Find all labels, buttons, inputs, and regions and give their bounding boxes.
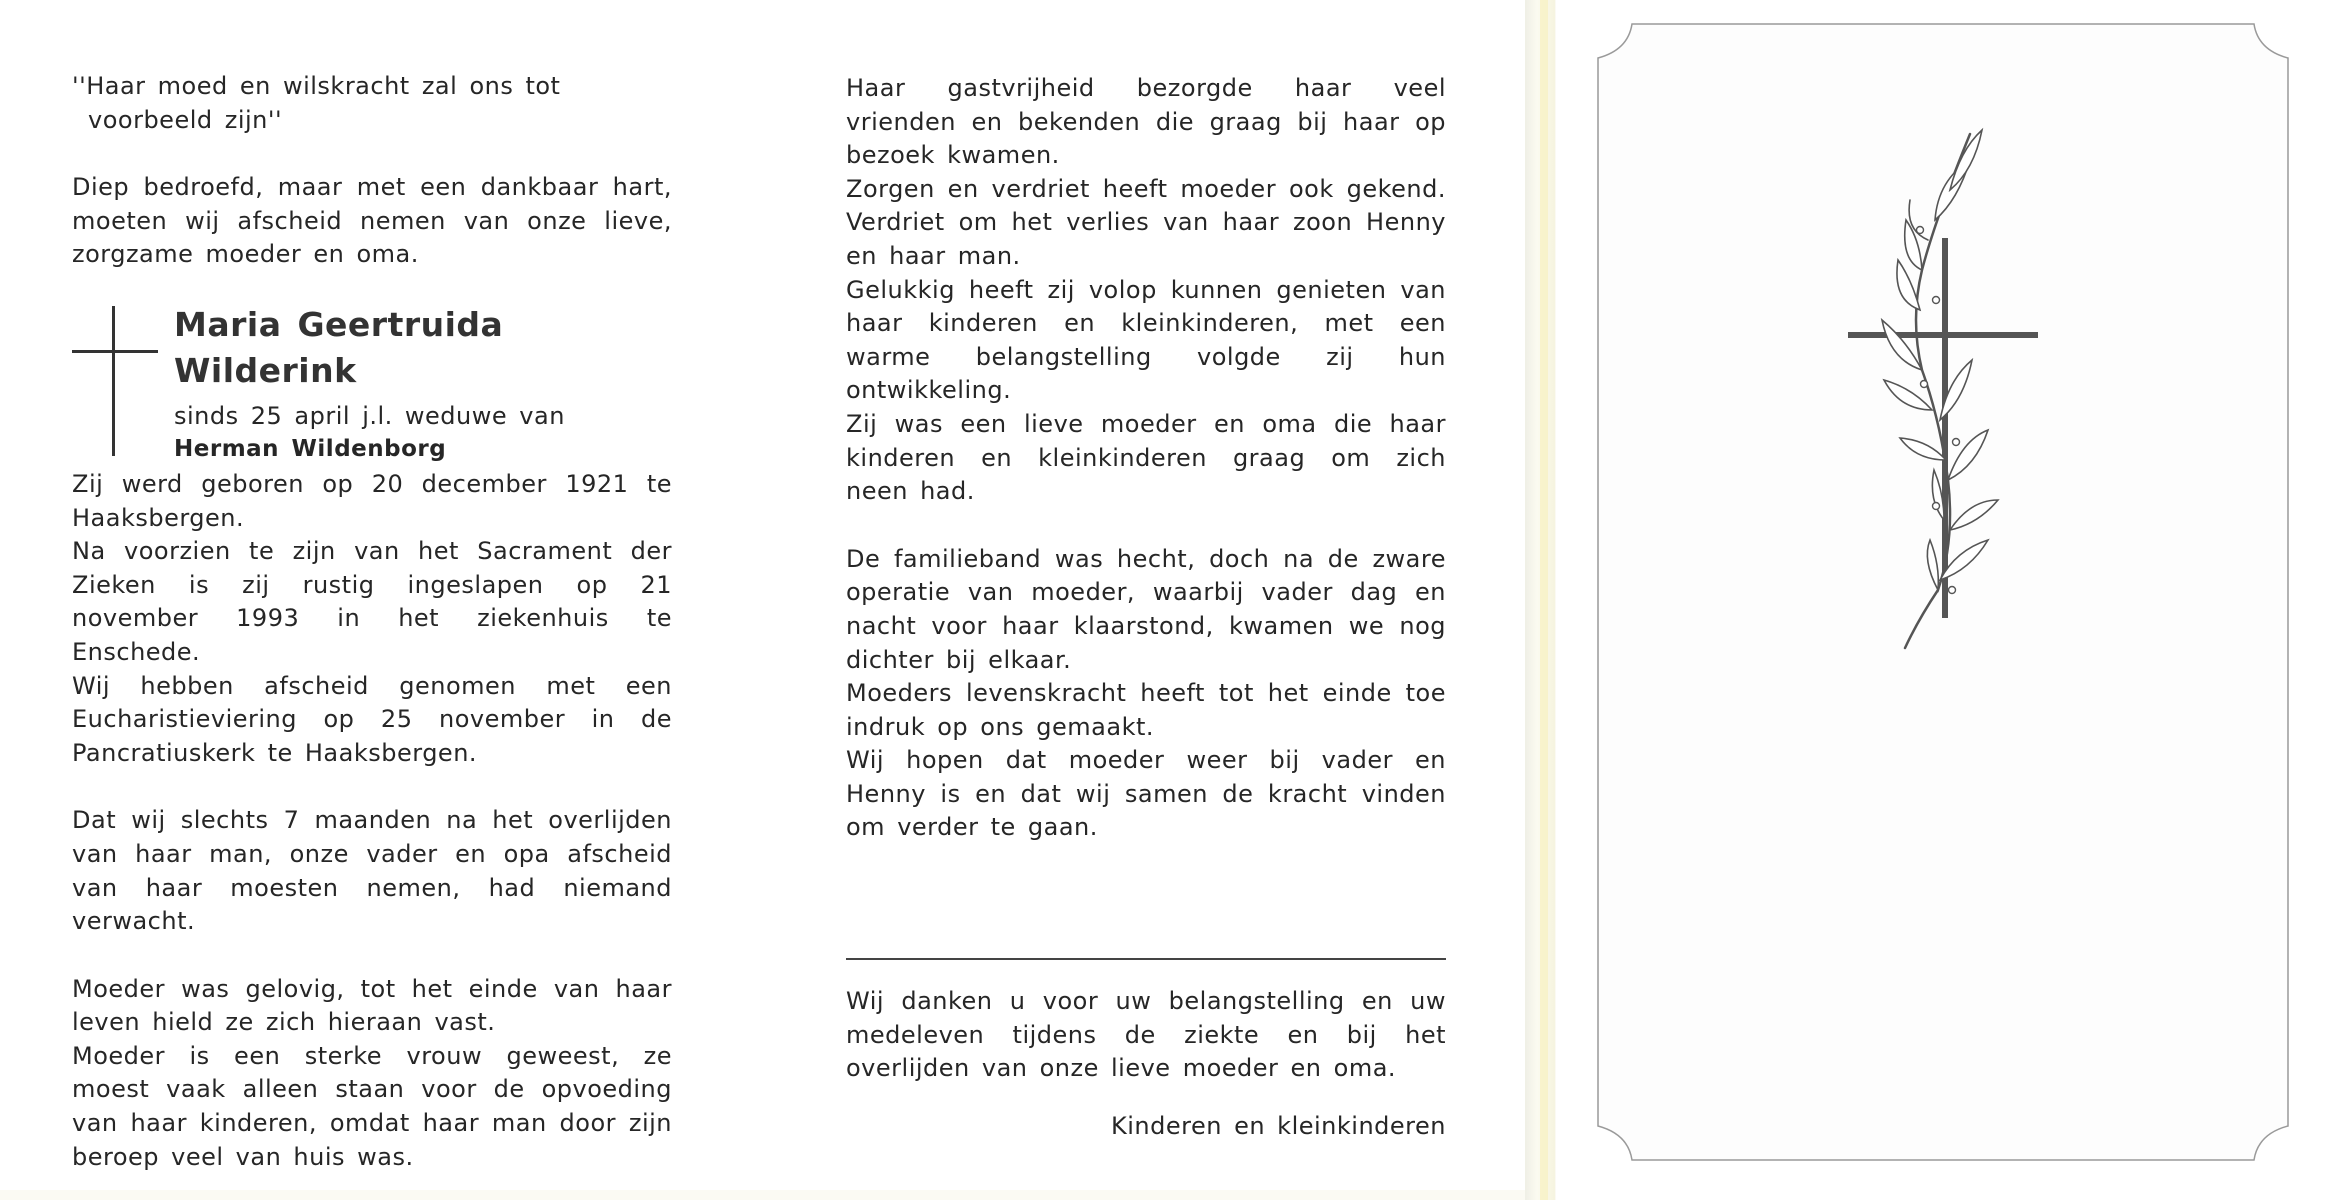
deceased-surname: Wilderink bbox=[174, 350, 357, 390]
middle-text-column bbox=[846, 72, 1446, 845]
farewell-paragraph: Wij hebben afscheid genomen met een Eucharistieviering op 25 november in de Pancratiuskerk te Haaksbergen. bbox=[72, 671, 672, 767]
widow-of-text: sinds 25 april j.l. weduwe van bbox=[174, 401, 565, 430]
memorial-quote bbox=[72, 70, 672, 137]
small-cross-bar bbox=[72, 350, 158, 353]
cross-with-branch-icon bbox=[1840, 120, 2060, 660]
quote-line-2: voorbeeld zijn'' bbox=[88, 105, 283, 134]
passing-paragraph: Na voorzien te zijn van het Sacrament der Zieken is zij rustig ingeslapen op 21 november 1993 in het ziekenhuis te Enschede. bbox=[72, 537, 672, 666]
small-cross-icon bbox=[112, 306, 115, 456]
hope-paragraph: Wij hopen dat moeder weer bij vader en Henny is en dat wij samen de kracht vinden om verder te gaan. bbox=[846, 746, 1446, 842]
joy-paragraph: Gelukkig heeft zij volop kunnen genieten van haar kinderen en kleinkinderen, met een warme belangstelling volgde zij hun ontwikkeling. bbox=[846, 275, 1446, 405]
deceased-name-block bbox=[72, 306, 672, 466]
thanks-divider bbox=[846, 958, 1446, 960]
thanks-block bbox=[846, 985, 1446, 1086]
birth-paragraph: Zij werd geboren op 20 december 1921 te Haaksbergen. bbox=[72, 469, 672, 532]
strength-paragraph: Moeder is een sterke vrouw geweest, ze moest vaak alleen staan voor de opvoeding van haar kinderen, omdat haar man door zijn beroep veel van huis was. bbox=[72, 1041, 672, 1171]
family-bond-paragraph: De familieband was hecht, doch na de zware operatie van moeder, waarbij vader dag en nacht voor haar klaarstond, kwamen we nog dichter bij elkaar. bbox=[846, 544, 1446, 674]
signature: Kinderen en kleinkinderen bbox=[1111, 1112, 1446, 1140]
months-paragraph: Dat wij slechts 7 maanden na het overlijden van haar man, onze vader en opa afscheid van haar moesten nemen, had niemand verwacht. bbox=[72, 806, 672, 936]
card-edge bbox=[1540, 0, 1548, 1200]
faith-paragraph: Moeder was gelovig, tot het einde van haar leven hield ze zich hieraan vast. bbox=[72, 974, 672, 1037]
hospitality-paragraph: Haar gastvrijheid bezorgde haar veel vrienden en bekenden die graag bij haar op bezoek kwamen. bbox=[846, 74, 1446, 170]
life-force-paragraph: Moeders levenskracht heeft tot het einde toe indruk op ons gemaakt. bbox=[846, 679, 1446, 741]
husband-name: Herman Wildenborg bbox=[174, 435, 447, 462]
thanks-paragraph: Wij danken u voor uw belangstelling en uw medeleven tijdens de ziekte en bij het overlijden van onze lieve moeder en oma. bbox=[846, 987, 1446, 1083]
deceased-first-names: Maria Geertruida bbox=[174, 304, 504, 344]
quote-line-1: ''Haar moed en wilskracht zal ons tot bbox=[72, 72, 561, 100]
intro-paragraph: Diep bedroefd, maar met een dankbaar hart, moeten wij afscheid nemen van onze lieve, zorgzame moeder en oma. bbox=[72, 173, 672, 269]
sorrow-paragraph: Zorgen en verdriet heeft moeder ook gekend. Verdriet om het verlies van haar zoon Henny en haar man. bbox=[846, 174, 1446, 270]
loving-paragraph: Zij was een lieve moeder en oma die haar kinderen en kleinkinderen graag om zich neen had. bbox=[846, 409, 1446, 506]
left-text-column bbox=[72, 70, 672, 1174]
